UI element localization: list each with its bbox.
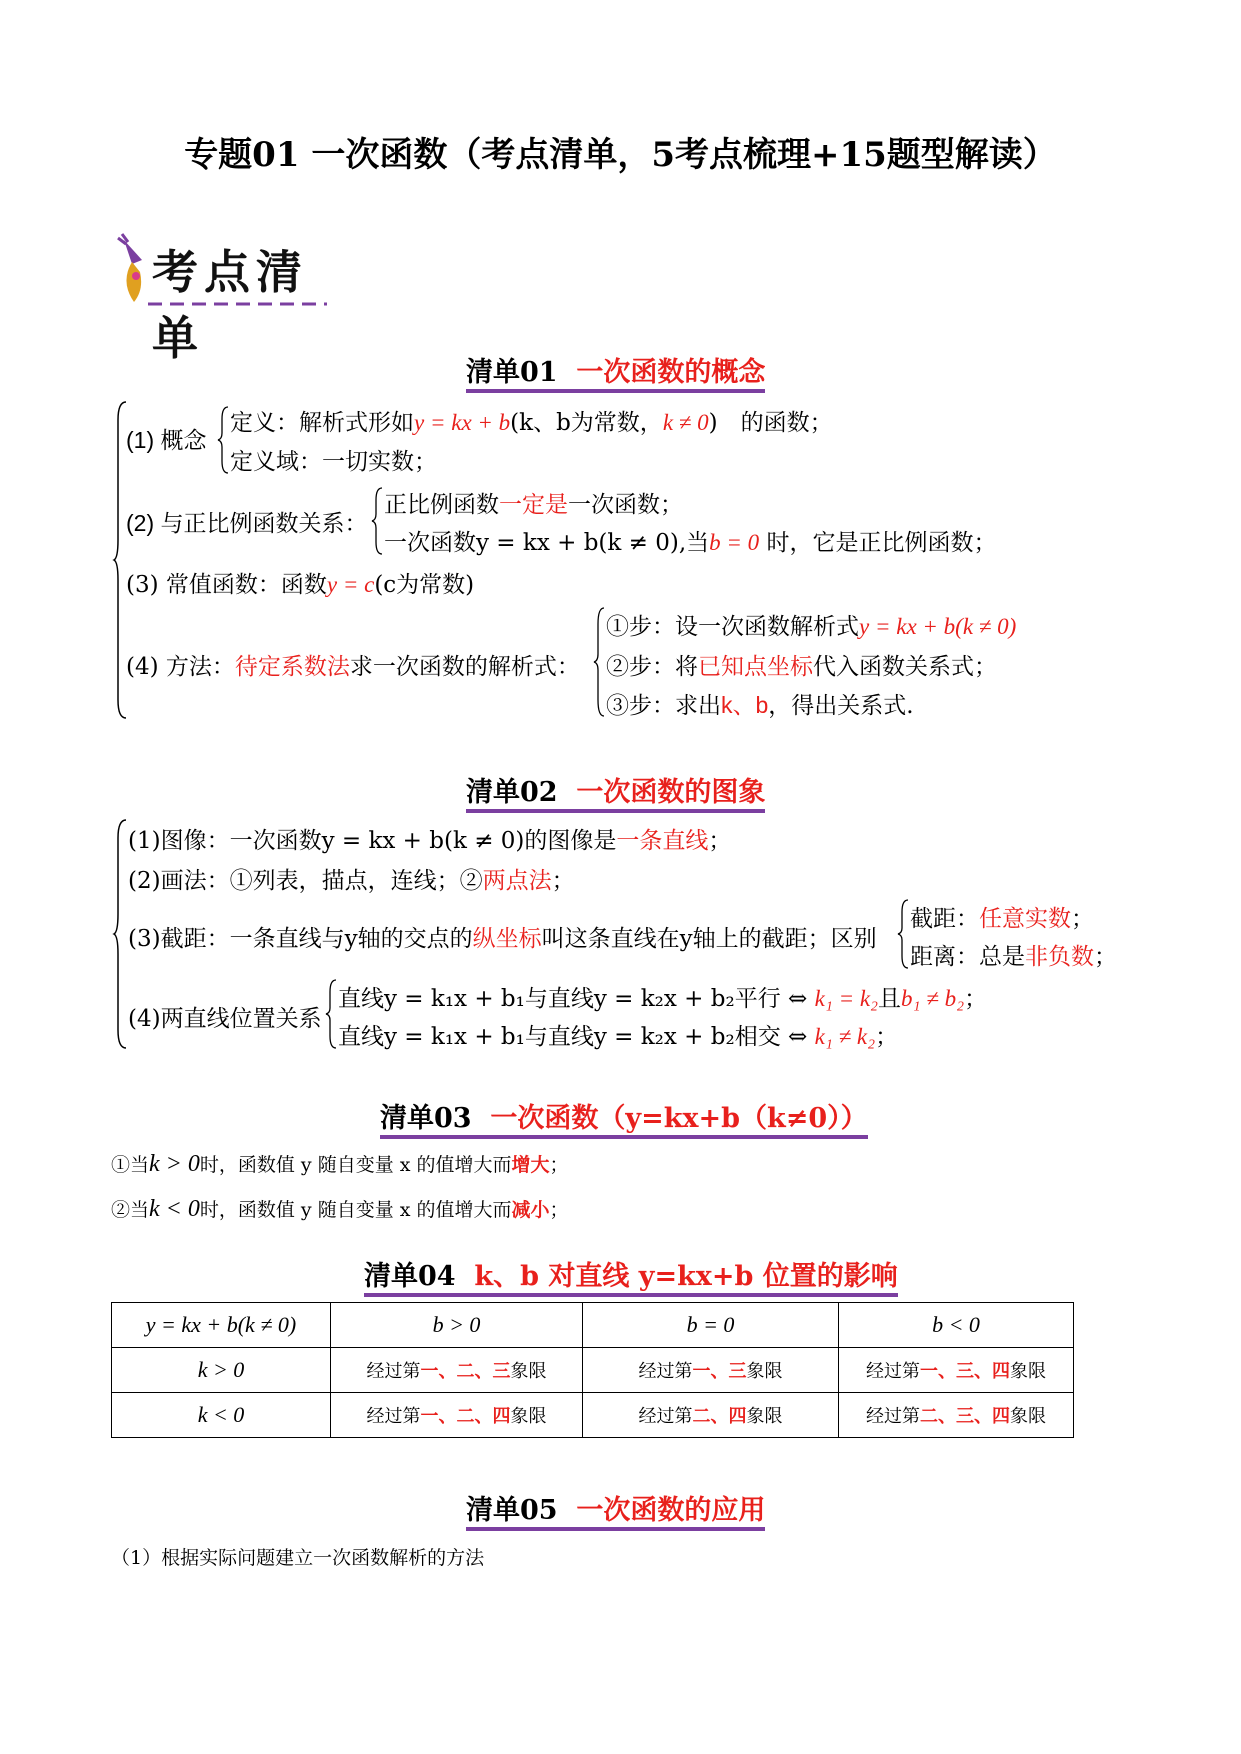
banner-label: 考点清单 [152, 245, 308, 365]
table-cell: 经过第二、四象限 [583, 1393, 839, 1438]
table-cell: 经过第一、二、四象限 [331, 1393, 583, 1438]
s2-intercept-note: 截距：任意实数； [910, 906, 1094, 932]
s1-step1: ①步：设一次函数解析式y = kx + b(k ≠ 0) [606, 614, 1017, 640]
section2-title: 清单02 一次函数的图象 [466, 770, 765, 809]
section5-title: 清单05 一次函数的应用 [466, 1488, 765, 1527]
table-row-label: k > 0 [112, 1348, 331, 1393]
table-header-cell: b = 0 [583, 1303, 839, 1348]
s1-item4-label: (4) 方法：待定系数法求一次函数的解析式： [126, 654, 580, 680]
table-header-cell: y = kx + b(k ≠ 0) [112, 1303, 331, 1348]
table-row [112, 1348, 1074, 1393]
s2-line2: (2)画法：①列表，描点，连线；②两点法； [128, 868, 575, 894]
s1-item1-domain: 定义域：一切实数； [230, 449, 437, 475]
s3-line2: ②当k < 0时，函数值 y 随自变量 x 的值增大而减小； [111, 1196, 569, 1222]
s1-item2-line1: 正比例函数一定是一次函数； [384, 492, 683, 518]
table-header-row [112, 1303, 1074, 1348]
section2-outer-brace [114, 818, 128, 1050]
table-cell: 经过第一、三、四象限 [839, 1348, 1074, 1393]
kb-position-table [111, 1302, 1074, 1438]
s2-line4-brace [326, 978, 338, 1050]
table-cell: 经过第二、三、四象限 [839, 1393, 1074, 1438]
s1-item2-line2: 一次函数y = kx + b(k ≠ 0),当b = 0 时，它是正比例函数； [384, 530, 997, 556]
s2-line4-label: (4)两直线位置关系 [128, 1006, 322, 1032]
s2-intersect-rule: 直线y = k₁x + b₁与直线y = k₂x + b₂相交 ⇔ k₁ ≠ k₂； [338, 1024, 899, 1050]
table-row [112, 1393, 1074, 1438]
s2-line3-brace [898, 898, 910, 970]
table-header-cell: b > 0 [331, 1303, 583, 1348]
s1-item1-brace [218, 405, 230, 475]
s2-parallel-rule: 直线y = k₁x + b₁与直线y = k₂x + b₂平行 ⇔ k₁ = k₂且b₁ ≠ b₂； [338, 986, 988, 1012]
kaodian-banner [112, 232, 332, 365]
s1-item4-brace [594, 606, 606, 718]
s3-line1: ①当k > 0时，函数值 y 随自变量 x 的值增大而增大； [111, 1151, 569, 1177]
s2-line3: (3)截距：一条直线与y轴的交点的纵坐标叫这条直线在y轴上的截距；区别 [128, 926, 877, 952]
s1-item3: (3) 常值函数：函数y = c(c为常数) [126, 572, 475, 598]
table-cell: 经过第一、三象限 [583, 1348, 839, 1393]
table-header-cell: b < 0 [839, 1303, 1074, 1348]
document-title: 专题01 一次函数（考点清单，5考点梳理+15题型解读） [184, 135, 1057, 175]
s1-item1-label: (1) 概念 [126, 427, 207, 453]
s1-step3: ③步：求出k、b，得出关系式. [606, 692, 914, 719]
s2-line1: (1)图像：一次函数y = kx + b(k ≠ 0)的图像是一条直线； [128, 828, 732, 854]
section3-title: 清单03 一次函数（y=kx+b（k≠0）） [380, 1096, 868, 1135]
section1-title: 清单01 一次函数的概念 [466, 350, 765, 389]
s1-step2: ②步：将已知点坐标代入函数关系式； [606, 654, 997, 680]
table-cell: 经过第一、二、三象限 [331, 1348, 583, 1393]
table-row-label: k < 0 [112, 1393, 331, 1438]
s1-item2-label: (2) 与正比例函数关系： [126, 510, 368, 536]
s1-item2-brace [372, 486, 384, 556]
s5-line1: （1）根据实际问题建立一次函数解析的方法 [111, 1547, 485, 1569]
s1-item1-definition: 定义：解析式形如y = kx + b(k、b为常数，k ≠ 0) 的函数； [230, 410, 833, 436]
section4-title: 清单04 k、b 对直线 y=kx+b 位置的影响 [364, 1254, 898, 1293]
s2-distance-note: 距离：总是非负数； [910, 944, 1117, 970]
